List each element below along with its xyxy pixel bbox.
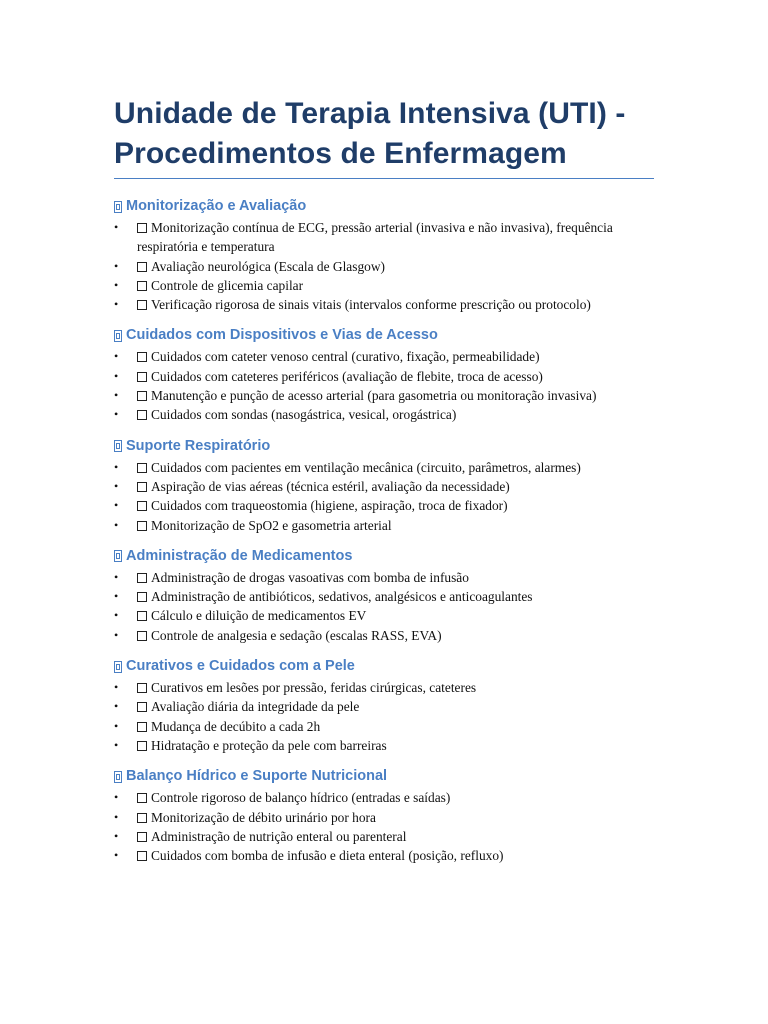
empty-checkbox-icon — [137, 832, 147, 842]
bullet-icon: • — [114, 349, 119, 364]
checklist-item — [114, 808, 654, 827]
empty-checkbox-icon — [137, 372, 147, 382]
checklist-item — [114, 386, 654, 405]
bullet-icon: • — [114, 699, 119, 714]
bullet-icon: • — [114, 368, 119, 383]
bullet-icon: • — [114, 809, 119, 824]
checklist-item — [114, 568, 654, 587]
bullet-icon: • — [114, 828, 119, 843]
section-heading-text: Balanço Hídrico e Suporte Nutricional — [126, 768, 388, 785]
checklist — [114, 218, 654, 314]
bullet-icon: • — [114, 258, 119, 273]
checklist-item-text: Administração de antibióticos, sedativos, analgésicos e anticoagulantes — [151, 589, 533, 605]
section-heading — [114, 197, 654, 216]
checklist-item — [114, 697, 654, 716]
checklist-item — [114, 218, 654, 257]
checklist-item — [114, 295, 654, 314]
sections-container — [114, 197, 654, 865]
checklist-item-text: Controle de glicemia capilar — [151, 277, 304, 293]
checklist-item — [114, 846, 654, 865]
empty-checkbox-icon — [137, 463, 147, 473]
section-heading-text: Administração de Medicamentos — [126, 547, 353, 564]
empty-checkbox-icon — [137, 482, 147, 492]
checklist-item-text: Controle de analgesia e sedação (escalas RASS, EVA) — [151, 627, 442, 643]
checklist-item-text: Cuidados com pacientes em ventilação mecânica (circuito, parâmetros, alarmes) — [151, 459, 581, 475]
bullet-icon: • — [114, 459, 119, 474]
empty-checkbox-icon — [137, 223, 147, 233]
missing-glyph-icon — [114, 201, 122, 213]
checklist — [114, 788, 654, 865]
empty-checkbox-icon — [137, 702, 147, 712]
checklist-item-text: Verificação rigorosa de sinais vitais (intervalos conforme prescrição ou protocolo) — [151, 297, 591, 313]
empty-checkbox-icon — [137, 300, 147, 310]
empty-checkbox-icon — [137, 793, 147, 803]
checklist-item — [114, 587, 654, 606]
empty-checkbox-icon — [137, 501, 147, 511]
empty-checkbox-icon — [137, 611, 147, 621]
missing-glyph-icon — [114, 440, 122, 452]
bullet-icon: • — [114, 627, 119, 642]
checklist-item-text: Cuidados com cateter venoso central (curativo, fixação, permeabilidade) — [151, 349, 540, 365]
checklist-item — [114, 276, 654, 295]
checklist-item — [114, 717, 654, 736]
section-heading — [114, 437, 654, 456]
section-heading — [114, 767, 654, 786]
empty-checkbox-icon — [137, 352, 147, 362]
missing-glyph-icon — [114, 661, 122, 673]
empty-checkbox-icon — [137, 722, 147, 732]
checklist-item-text: Hidratação e proteção da pele com barreiras — [151, 737, 387, 753]
checklist-item-text: Avaliação neurológica (Escala de Glasgow) — [151, 258, 385, 274]
checklist-item-text: Cuidados com cateteres periféricos (avaliação de flebite, troca de acesso) — [151, 368, 543, 384]
section-heading — [114, 657, 654, 676]
document-title: Unidade de Terapia Intensiva (UTI) - Procedimentos de Enfermagem — [114, 94, 654, 179]
checklist-item-text: Cuidados com sondas (nasogástrica, vesical, orogástrica) — [151, 407, 457, 423]
checklist-item-text: Monitorização de débito urinário por hora — [151, 809, 376, 825]
checklist — [114, 678, 654, 755]
checklist-item — [114, 788, 654, 807]
section-heading — [114, 326, 654, 345]
checklist-item — [114, 827, 654, 846]
checklist-item — [114, 458, 654, 477]
checklist-item-text: Controle rigoroso de balanço hídrico (entradas e saídas) — [151, 790, 451, 806]
checklist-item-text: Avaliação diária da integridade da pele — [151, 699, 360, 715]
checklist — [114, 568, 654, 645]
checklist-item — [114, 405, 654, 424]
bullet-icon: • — [114, 737, 119, 752]
empty-checkbox-icon — [137, 281, 147, 291]
bullet-icon: • — [114, 718, 119, 733]
bullet-icon: • — [114, 498, 119, 513]
bullet-icon: • — [114, 478, 119, 493]
section — [114, 547, 654, 645]
checklist-item-text: Monitorização de SpO2 e gasometria arterial — [151, 517, 392, 533]
checklist-item — [114, 477, 654, 496]
bullet-icon: • — [114, 608, 119, 623]
checklist-item-text: Administração de nutrição enteral ou parenteral — [151, 828, 407, 844]
section — [114, 326, 654, 424]
checklist-item — [114, 257, 654, 276]
document-page — [114, 94, 654, 865]
bullet-icon: • — [114, 569, 119, 584]
empty-checkbox-icon — [137, 851, 147, 861]
bullet-icon: • — [114, 680, 119, 695]
checklist — [114, 347, 654, 424]
checklist-item — [114, 367, 654, 386]
empty-checkbox-icon — [137, 741, 147, 751]
empty-checkbox-icon — [137, 683, 147, 693]
section — [114, 437, 654, 535]
bullet-icon: • — [114, 517, 119, 532]
empty-checkbox-icon — [137, 592, 147, 602]
checklist-item-text: Curativos em lesões por pressão, feridas cirúrgicas, cateteres — [151, 680, 477, 696]
checklist — [114, 458, 654, 535]
checklist-item — [114, 347, 654, 366]
checklist-item-text: Monitorização contínua de ECG, pressão arterial (invasiva e não invasiva), frequência respiratória e temperatura — [137, 220, 613, 255]
bullet-icon: • — [114, 220, 119, 234]
checklist-item — [114, 626, 654, 645]
checklist-item-text: Cuidados com bomba de infusão e dieta enteral (posição, refluxo) — [151, 848, 504, 864]
section — [114, 767, 654, 865]
bullet-icon: • — [114, 790, 119, 805]
checklist-item — [114, 516, 654, 535]
empty-checkbox-icon — [137, 631, 147, 641]
section — [114, 197, 654, 314]
empty-checkbox-icon — [137, 813, 147, 823]
bullet-icon: • — [114, 589, 119, 604]
section-heading-text: Curativos e Cuidados com a Pele — [126, 658, 355, 675]
empty-checkbox-icon — [137, 391, 147, 401]
missing-glyph-icon — [114, 550, 122, 562]
bullet-icon: • — [114, 388, 119, 403]
empty-checkbox-icon — [137, 262, 147, 272]
bullet-icon: • — [114, 848, 119, 863]
checklist-item — [114, 736, 654, 755]
checklist-item-text: Cálculo e diluição de medicamentos EV — [151, 608, 367, 624]
missing-glyph-icon — [114, 771, 122, 783]
bullet-icon: • — [114, 407, 119, 422]
checklist-item-text: Manutenção e punção de acesso arterial (para gasometria ou monitoração invasiva) — [151, 388, 597, 404]
section-heading-text: Suporte Respiratório — [126, 437, 271, 454]
empty-checkbox-icon — [137, 573, 147, 583]
checklist-item-text: Aspiração de vias aéreas (técnica estéril, avaliação da necessidade) — [151, 478, 510, 494]
checklist-item — [114, 606, 654, 625]
missing-glyph-icon — [114, 330, 122, 342]
checklist-item-text: Mudança de decúbito a cada 2h — [151, 718, 321, 734]
section-heading-text: Monitorização e Avaliação — [126, 198, 307, 214]
checklist-item — [114, 678, 654, 697]
bullet-icon: • — [114, 297, 119, 312]
empty-checkbox-icon — [137, 410, 147, 420]
empty-checkbox-icon — [137, 521, 147, 531]
checklist-item — [114, 496, 654, 515]
checklist-item-text: Administração de drogas vasoativas com bomba de infusão — [151, 569, 469, 585]
section-heading-text: Cuidados com Dispositivos e Vias de Acesso — [126, 327, 438, 344]
section — [114, 657, 654, 755]
checklist-item-text: Cuidados com traqueostomia (higiene, aspiração, troca de fixador) — [151, 498, 508, 514]
section-heading — [114, 547, 654, 566]
bullet-icon: • — [114, 277, 119, 292]
